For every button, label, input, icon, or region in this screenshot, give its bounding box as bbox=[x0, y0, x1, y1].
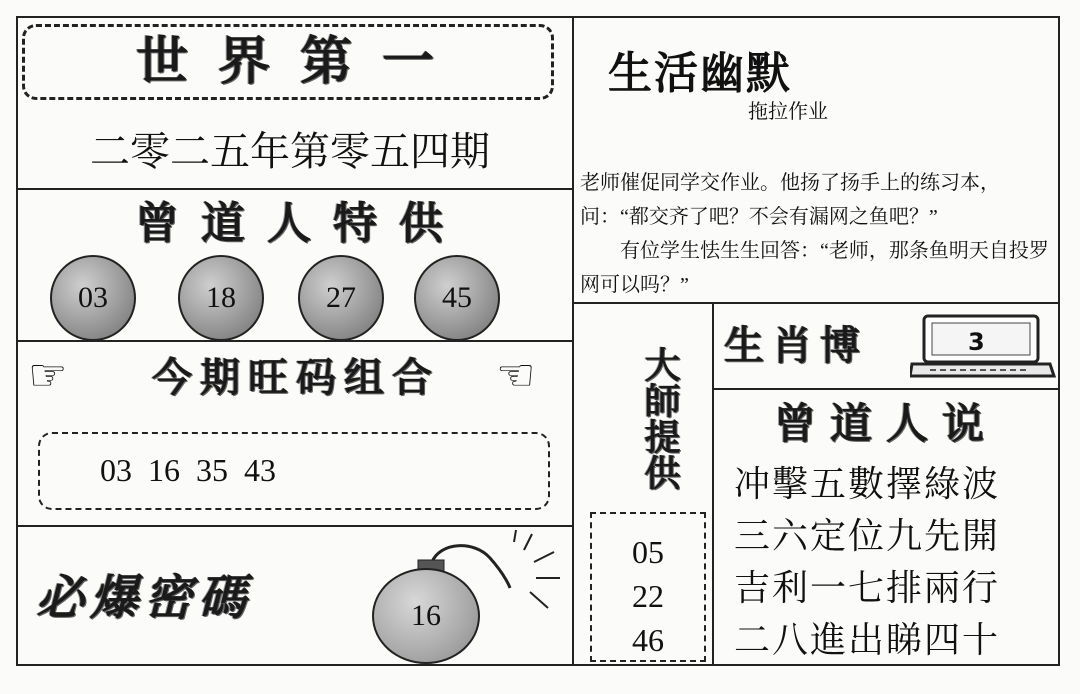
special-number-ball: 27 bbox=[298, 255, 384, 341]
combo-numbers: 03 16 35 43 bbox=[100, 452, 276, 488]
zodiac-heading: 生肖博 bbox=[724, 322, 868, 369]
humor-paragraph: 有位学生怯生生回答：“老师，那条鱼明天自投罗网可以吗？” bbox=[580, 240, 1049, 296]
humor-paragraph: 老师催促同学交作业。他扬了扬手上的练习本，问：“都交齐了吧？不会有漏网之鱼吧？” bbox=[580, 172, 1000, 228]
laptop-icon bbox=[910, 312, 1056, 382]
special-heading: 曾道人特供 bbox=[135, 198, 465, 249]
special-number-ball: 45 bbox=[414, 255, 500, 341]
divider bbox=[712, 302, 714, 666]
pointing-hand-right-icon: ☞ bbox=[28, 350, 68, 401]
page-title: 世界第一 bbox=[135, 31, 464, 92]
divider bbox=[16, 188, 572, 190]
humor-text bbox=[580, 166, 1052, 302]
special-number-ball: 18 bbox=[178, 255, 264, 341]
says-line: 三六定位九先開 bbox=[734, 515, 1001, 556]
says-heading: 曾道人说 bbox=[773, 399, 998, 448]
master-number: 05 bbox=[632, 534, 664, 570]
issue-number: 二零二五年第零五四期 bbox=[90, 130, 490, 174]
humor-subtitle: 拖拉作业 bbox=[748, 101, 828, 123]
secret-number-ball: 16 bbox=[372, 568, 480, 664]
says-poem bbox=[734, 458, 1000, 666]
divider bbox=[712, 388, 1060, 390]
laptop-screen-text: 3 bbox=[968, 328, 985, 356]
divider bbox=[16, 525, 572, 527]
says-line: 二八進出睇四十 bbox=[734, 619, 1001, 660]
master-number: 22 bbox=[632, 578, 664, 614]
secret-heading: 必爆密碼 bbox=[36, 570, 253, 626]
says-line: 冲擊五數擇綠波 bbox=[734, 463, 1001, 504]
combo-heading: 今期旺码组合 bbox=[152, 354, 440, 401]
divider-left-right bbox=[572, 16, 574, 666]
humor-heading: 生活幽默 bbox=[608, 49, 792, 98]
master-numbers bbox=[590, 530, 706, 662]
master-number: 46 bbox=[632, 622, 664, 658]
special-number-ball: 03 bbox=[50, 255, 136, 341]
master-heading: 大師提供 bbox=[639, 346, 681, 490]
divider bbox=[572, 302, 1060, 304]
says-line: 吉利一七排兩行 bbox=[734, 567, 1001, 608]
pointing-hand-left-icon: ☜ bbox=[496, 350, 536, 401]
